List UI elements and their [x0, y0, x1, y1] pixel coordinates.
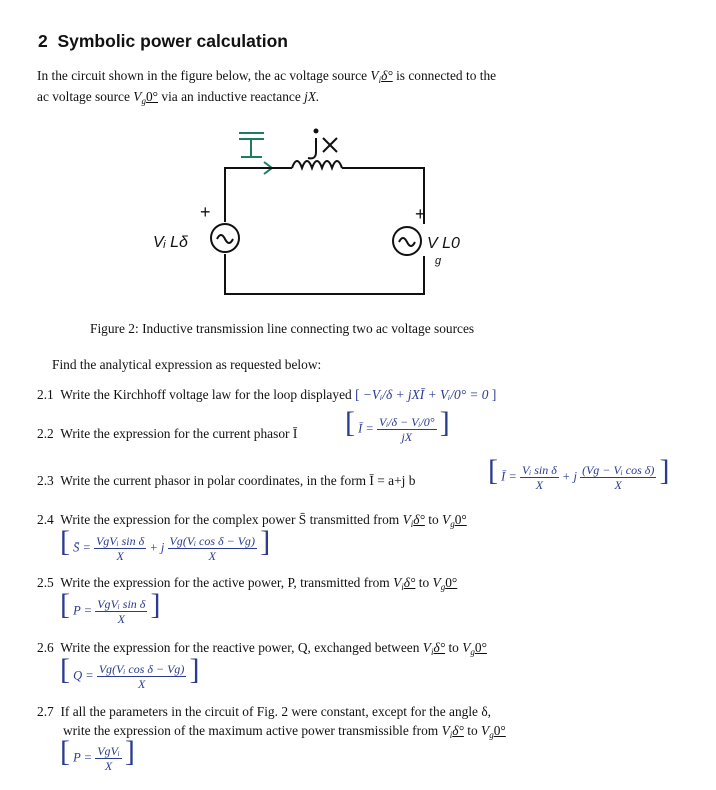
instruction: Find the analytical expression as requested below:: [52, 357, 322, 372]
question-2-2: 2.2 Write the expression for the current phasor Ī: [37, 426, 298, 441]
right-voltage-source: [393, 227, 421, 255]
reactance-label: [308, 130, 337, 159]
right-source-label: V L0: [427, 235, 460, 252]
intro-line-2: ac voltage source $V_g0^\circ$ via an inductive reactance jX.: [37, 89, 320, 106]
left-source-label: Vᵢ Lδ: [153, 234, 188, 251]
answer-2-3: [ Ī = $\frac{\text{Vᵢ sin δ}}{X}$ + j $\frac{\text{(Vɡ − Vᵢ cos δ)}}{X}$ ]: [488, 454, 670, 492]
intro-line-1: In the circuit shown in the figure below, the ac voltage source $V_i\delta^\circ$ is connected to the: [37, 68, 497, 85]
section-heading: [38, 31, 288, 52]
right-source-subscript: g: [435, 255, 442, 267]
figure-caption: Figure 2: Inductive transmission line connecting two ac voltage sources: [90, 321, 475, 336]
right-plus-sign: +: [415, 204, 426, 224]
answer-2-1: −Vᵢ/δ + jXĪ + Vᵢ/0° = 0: [362, 387, 489, 402]
question-2-5: 2.5 Write the expression for the active power, P, transmitted from $V_i\delta^\circ$ to $V_g0^\circ$: [37, 575, 458, 592]
answer-2-6: [ Q = $\frac{\text{Vɡ(Vᵢ cos δ − Vɡ)}}{X}$ ]: [60, 653, 200, 691]
question-2-1: 2.1 Write the Kirchhoff voltage law for the loop displayed [ −Vᵢ/δ + jXĪ + Vᵢ/0° = 0 ]: [37, 387, 497, 402]
inductor-coil: [292, 161, 342, 168]
answer-2-2: [ Ī = $\frac{\text{Vᵢ/δ − Vᵢ/0°}}{jX}$ ]: [345, 406, 450, 444]
answer-2-5: [ P = $\frac{\text{VɡVᵢ sin δ}}{X}$ ]: [60, 588, 161, 626]
circuit-wires: [225, 161, 424, 294]
answer-2-7: [ P = $\frac{\text{VɡVᵢ}}{X}$ ]: [60, 735, 135, 773]
section-number: 2: [38, 31, 48, 51]
question-2-6: 2.6 Write the expression for the reactive power, Q, exchanged between $V_i\delta^\circ$ to $V_g0^\circ$: [37, 640, 487, 657]
left-plus-sign: +: [200, 202, 211, 222]
question-2-7: 2.7 If all the parameters in the circuit of Fig. 2 were constant, except for the angle δ, write the expression of the maximum active power transmissible from $V_i\delta^\circ$ to $V_g0^\circ$: [37, 704, 506, 740]
section-title: Symbolic power calculation: [57, 31, 288, 51]
question-2-3: 2.3 Write the current phasor in polar coordinates, in the form Ī = a+j b: [37, 473, 416, 488]
answer-2-4: [ S̄ = $\frac{\text{VɡVᵢ sin δ}}{X}$ + j $\frac{\text{Vɡ(Vᵢ cos δ − Vɡ)}}{X}$ ]: [60, 525, 271, 563]
left-voltage-source: [211, 224, 239, 252]
intro-paragraph: [37, 66, 687, 108]
circuit-diagram: [140, 112, 520, 302]
question-2-4: 2.4 Write the expression for the complex power S̄ transmitted from $V_i\delta^\circ$ to $V_g0^\circ$: [37, 512, 467, 529]
